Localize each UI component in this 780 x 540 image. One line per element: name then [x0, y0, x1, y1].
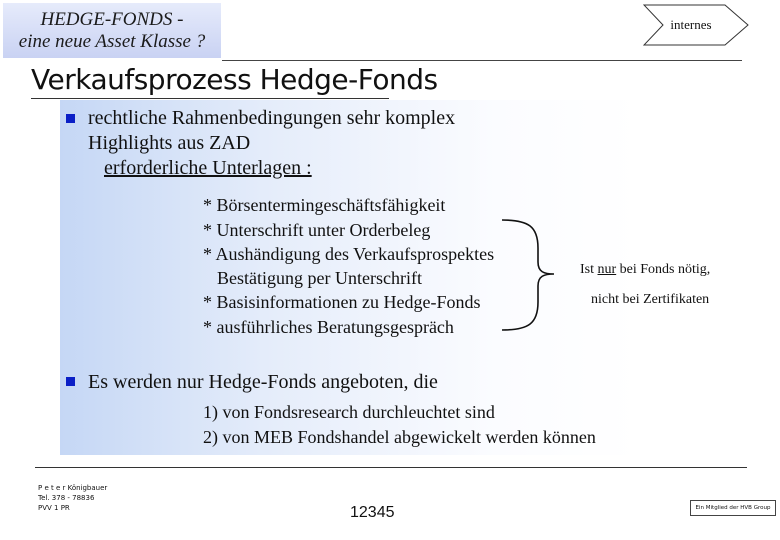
footer-phone: Tel. 378 - 78836	[38, 494, 95, 502]
footer-author: P e t e r Königbauer	[38, 484, 108, 492]
bullet2-subitem: 1) von Fondsresearch durchleuchtet sind	[203, 402, 495, 422]
page-number: 12345	[350, 504, 395, 521]
footer-divider	[35, 467, 747, 468]
bullet1-text: rechtliche Rahmenbedingungen sehr komplex	[88, 107, 456, 129]
bullet-square-icon	[66, 114, 75, 123]
header-divider	[222, 60, 742, 61]
footer-department: PVV 1 PR	[38, 504, 70, 512]
presentation-title-line1: HEDGE-FONDS -	[40, 8, 184, 30]
document-item-continuation: Bestätigung per Unterschrift	[217, 268, 422, 288]
document-item: * Aushändigung des Verkaufsprospektes	[203, 244, 495, 264]
group-membership-badge: Ein Mitglied der HVB Group	[690, 500, 776, 516]
note-line2: nicht bei Zertifikaten	[591, 292, 710, 307]
note-line1: Ist nur bei Fonds nötig,	[580, 262, 711, 277]
classification-tag	[643, 4, 749, 48]
presentation-title-box	[3, 3, 221, 58]
note-emphasis: nur	[597, 262, 617, 277]
document-item: * Börsentermingeschäftsfähigkeit	[203, 195, 446, 215]
classification-label: internes	[670, 17, 712, 32]
slide-heading: Verkaufsprozess Hedge-Fonds	[31, 63, 438, 96]
bullet2-text: Es werden nur Hedge-Fonds angeboten, die	[88, 371, 438, 393]
required-documents-label: erforderliche Unterlagen :	[104, 157, 312, 179]
presentation-title-line2: eine neue Asset Klasse ?	[18, 30, 206, 52]
bullet-square-icon	[66, 377, 75, 386]
bullet2-subitem: 2) von MEB Fondshandel abgewickelt werden können	[203, 427, 596, 447]
document-item: * Basisinformationen zu Hedge-Fonds	[203, 292, 481, 312]
document-item: * Unterschrift unter Orderbeleg	[203, 220, 431, 240]
heading-underline	[31, 98, 389, 99]
bullet1-subline: Highlights aus ZAD	[88, 132, 251, 154]
right-brace-icon	[500, 218, 560, 333]
document-item: * ausführliches Beratungsgespräch	[203, 317, 454, 337]
